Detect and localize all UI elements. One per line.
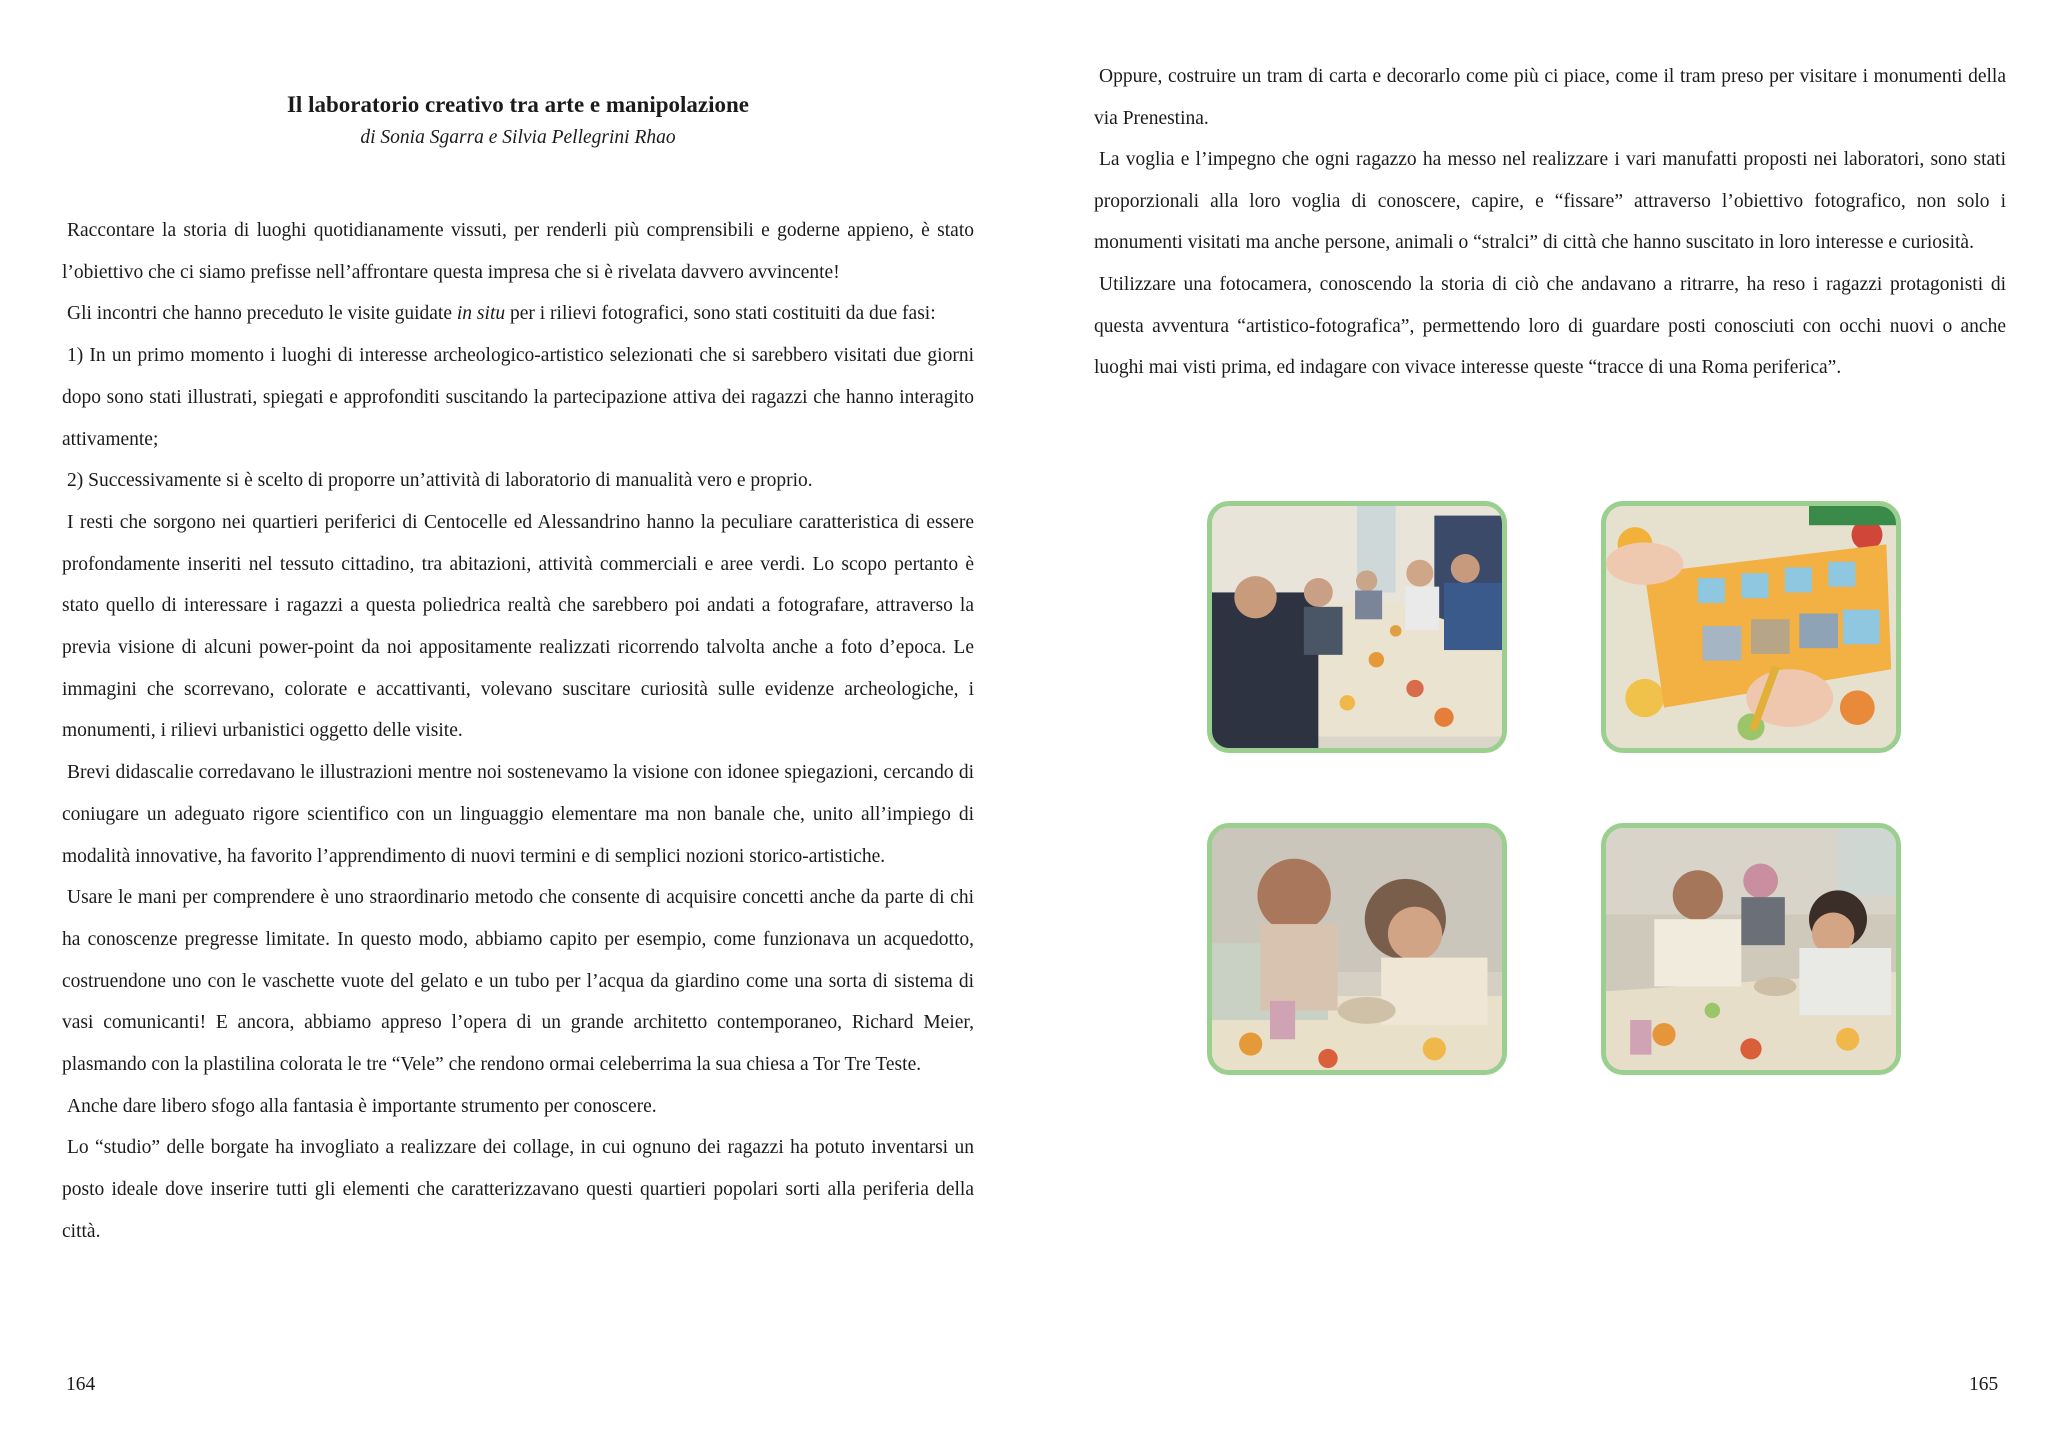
paper-tram-image <box>1606 506 1896 748</box>
clay-modelling-group-image <box>1606 828 1896 1070</box>
text-run: per i rilievi fotografici, sono stati costituiti da due fasi: <box>505 303 936 325</box>
paragraph: I resti che sorgono nei quartieri periferici di Centocelle ed Alessandrino hanno la peculiare caratteristica di essere profondamente inseriti nel tessuto cittadino, tra abitazioni, attività commerciali e aree verdi. Lo scopo pertanto è stato quello di interessare i ragazzi a questa poliedrica realtà che sarebbero poi andati a fotografare, attraverso la previa visione di alcuni power-point da noi appositamente realizzati ricorrendo talvolta anche a foto d’epoca. Le immagini che scorrevano, colorate e accattivanti, volevano suscitare curiosità sulle evidenze archeologiche, i monumenti, i rilievi urbanistici oggetto delle visite. <box>62 511 974 742</box>
right-body-text <box>1094 56 2006 389</box>
workshop-table-image <box>1212 506 1502 748</box>
paragraph: 2) Successivamente si è scelto di proporre un’attività di laboratorio di manualità vero e proprio. <box>67 470 813 492</box>
clay-modelling-group-photo <box>1601 823 1901 1075</box>
workshop-table-photo <box>1207 501 1507 753</box>
paragraph: Raccontare la storia di luoghi quotidianamente vissuti, per renderli più comprensibili e goderne appieno, è stato l’obiettivo che ci siamo prefisse nell’affrontare questa impresa che si è rivelata davvero avvincente! <box>62 220 974 283</box>
paragraph: Usare le mani per comprendere è uno straordinario metodo che consente di acquisire concetti anche da parte di chi ha conoscenze pregresse limitate. In questo modo, abbiamo capito per esempio, come funzionava un acquedotto, costruendone uno con le vaschette vuote del gelato e un tubo per l’acqua da giardino come una sorta di sistema di vasi comunicanti! E ancora, abbiamo appreso l’opera di un grande architetto contemporaneo, Richard Meier, plasmando con la plastilina colorata le tre “Vele” che rendono ormai celeberrima la sua chiesa a Tor Tre Teste. <box>62 887 974 1076</box>
paragraph: Brevi didascalie corredavano le illustrazioni mentre noi sostenevamo la visione con idonee spiegazioni, cercando di coniugare un adeguato rigore scientifico con un linguaggio elementare ma non banale che, unito all’impiego di modalità innovative, ha favorito l’apprendimento di nuovi termini e di semplici nozioni storico-artistiche. <box>62 762 974 867</box>
article-authors: di Sonia Sgarra e Silvia Pellegrini Rhao <box>360 127 676 148</box>
page-number: 164 <box>66 1374 96 1395</box>
clay-modelling-pair-image <box>1212 828 1502 1070</box>
clay-modelling-pair-photo <box>1207 823 1507 1075</box>
paragraph: Oppure, costruire un tram di carta e decorarlo come più ci piace, come il tram preso per visitare i monumenti della via Prenestina. <box>1094 66 2006 129</box>
paper-tram-collage-photo <box>1601 501 1901 753</box>
paragraph: Lo “studio” delle borgate ha invogliato a realizzare dei collage, in cui ognuno dei ragazzi ha potuto inventarsi un posto ideale dove inserire tutti gli elementi che caratterizzavano questi quartieri popolari sorti alla periferia della città. <box>62 1137 974 1242</box>
text-run: Gli incontri che hanno preceduto le visite guidate <box>67 303 457 325</box>
paragraph: Anche dare libero sfogo alla fantasia è importante strumento per conoscere. <box>67 1095 657 1117</box>
paragraph <box>62 293 974 335</box>
paragraph: La voglia e l’impegno che ogni ragazzo ha messo nel realizzare i vari manufatti proposti nei laboratori, sono stati proporzionali alla loro voglia di conoscere, capire, e “fissare” attraverso l’obiettivo fotografico, non solo i monumenti visitati ma anche persone, animali o “stralci” di città che hanno suscitato in loro interesse e curiosità. <box>1094 149 2006 254</box>
paragraph: 1) In un primo momento i luoghi di interesse archeologico-artistico selezionati che si sarebbero visitati due giorni dopo sono stati illustrati, spiegati e approfonditi suscitando la partecipazione attiva dei ragazzi che hanno interagito attivamente; <box>62 345 974 450</box>
page-number: 165 <box>1969 1374 1999 1395</box>
italic-term: in situ <box>456 303 506 325</box>
left-body-text <box>62 210 974 1253</box>
paragraph: Utilizzare una fotocamera, conoscendo la storia di ciò che andavano a ritrarre, ha reso i ragazzi protagonisti di questa avventura “artistico-fotografica”, permettendo loro di guardare posti conosciuti con occhi nuovi o anche luoghi mai visti prima, ed indagare con vivace interesse queste “tracce di una Roma periferica”. <box>1094 273 2006 379</box>
article-title: Il laboratorio creativo tra arte e manipolazione <box>286 92 750 117</box>
